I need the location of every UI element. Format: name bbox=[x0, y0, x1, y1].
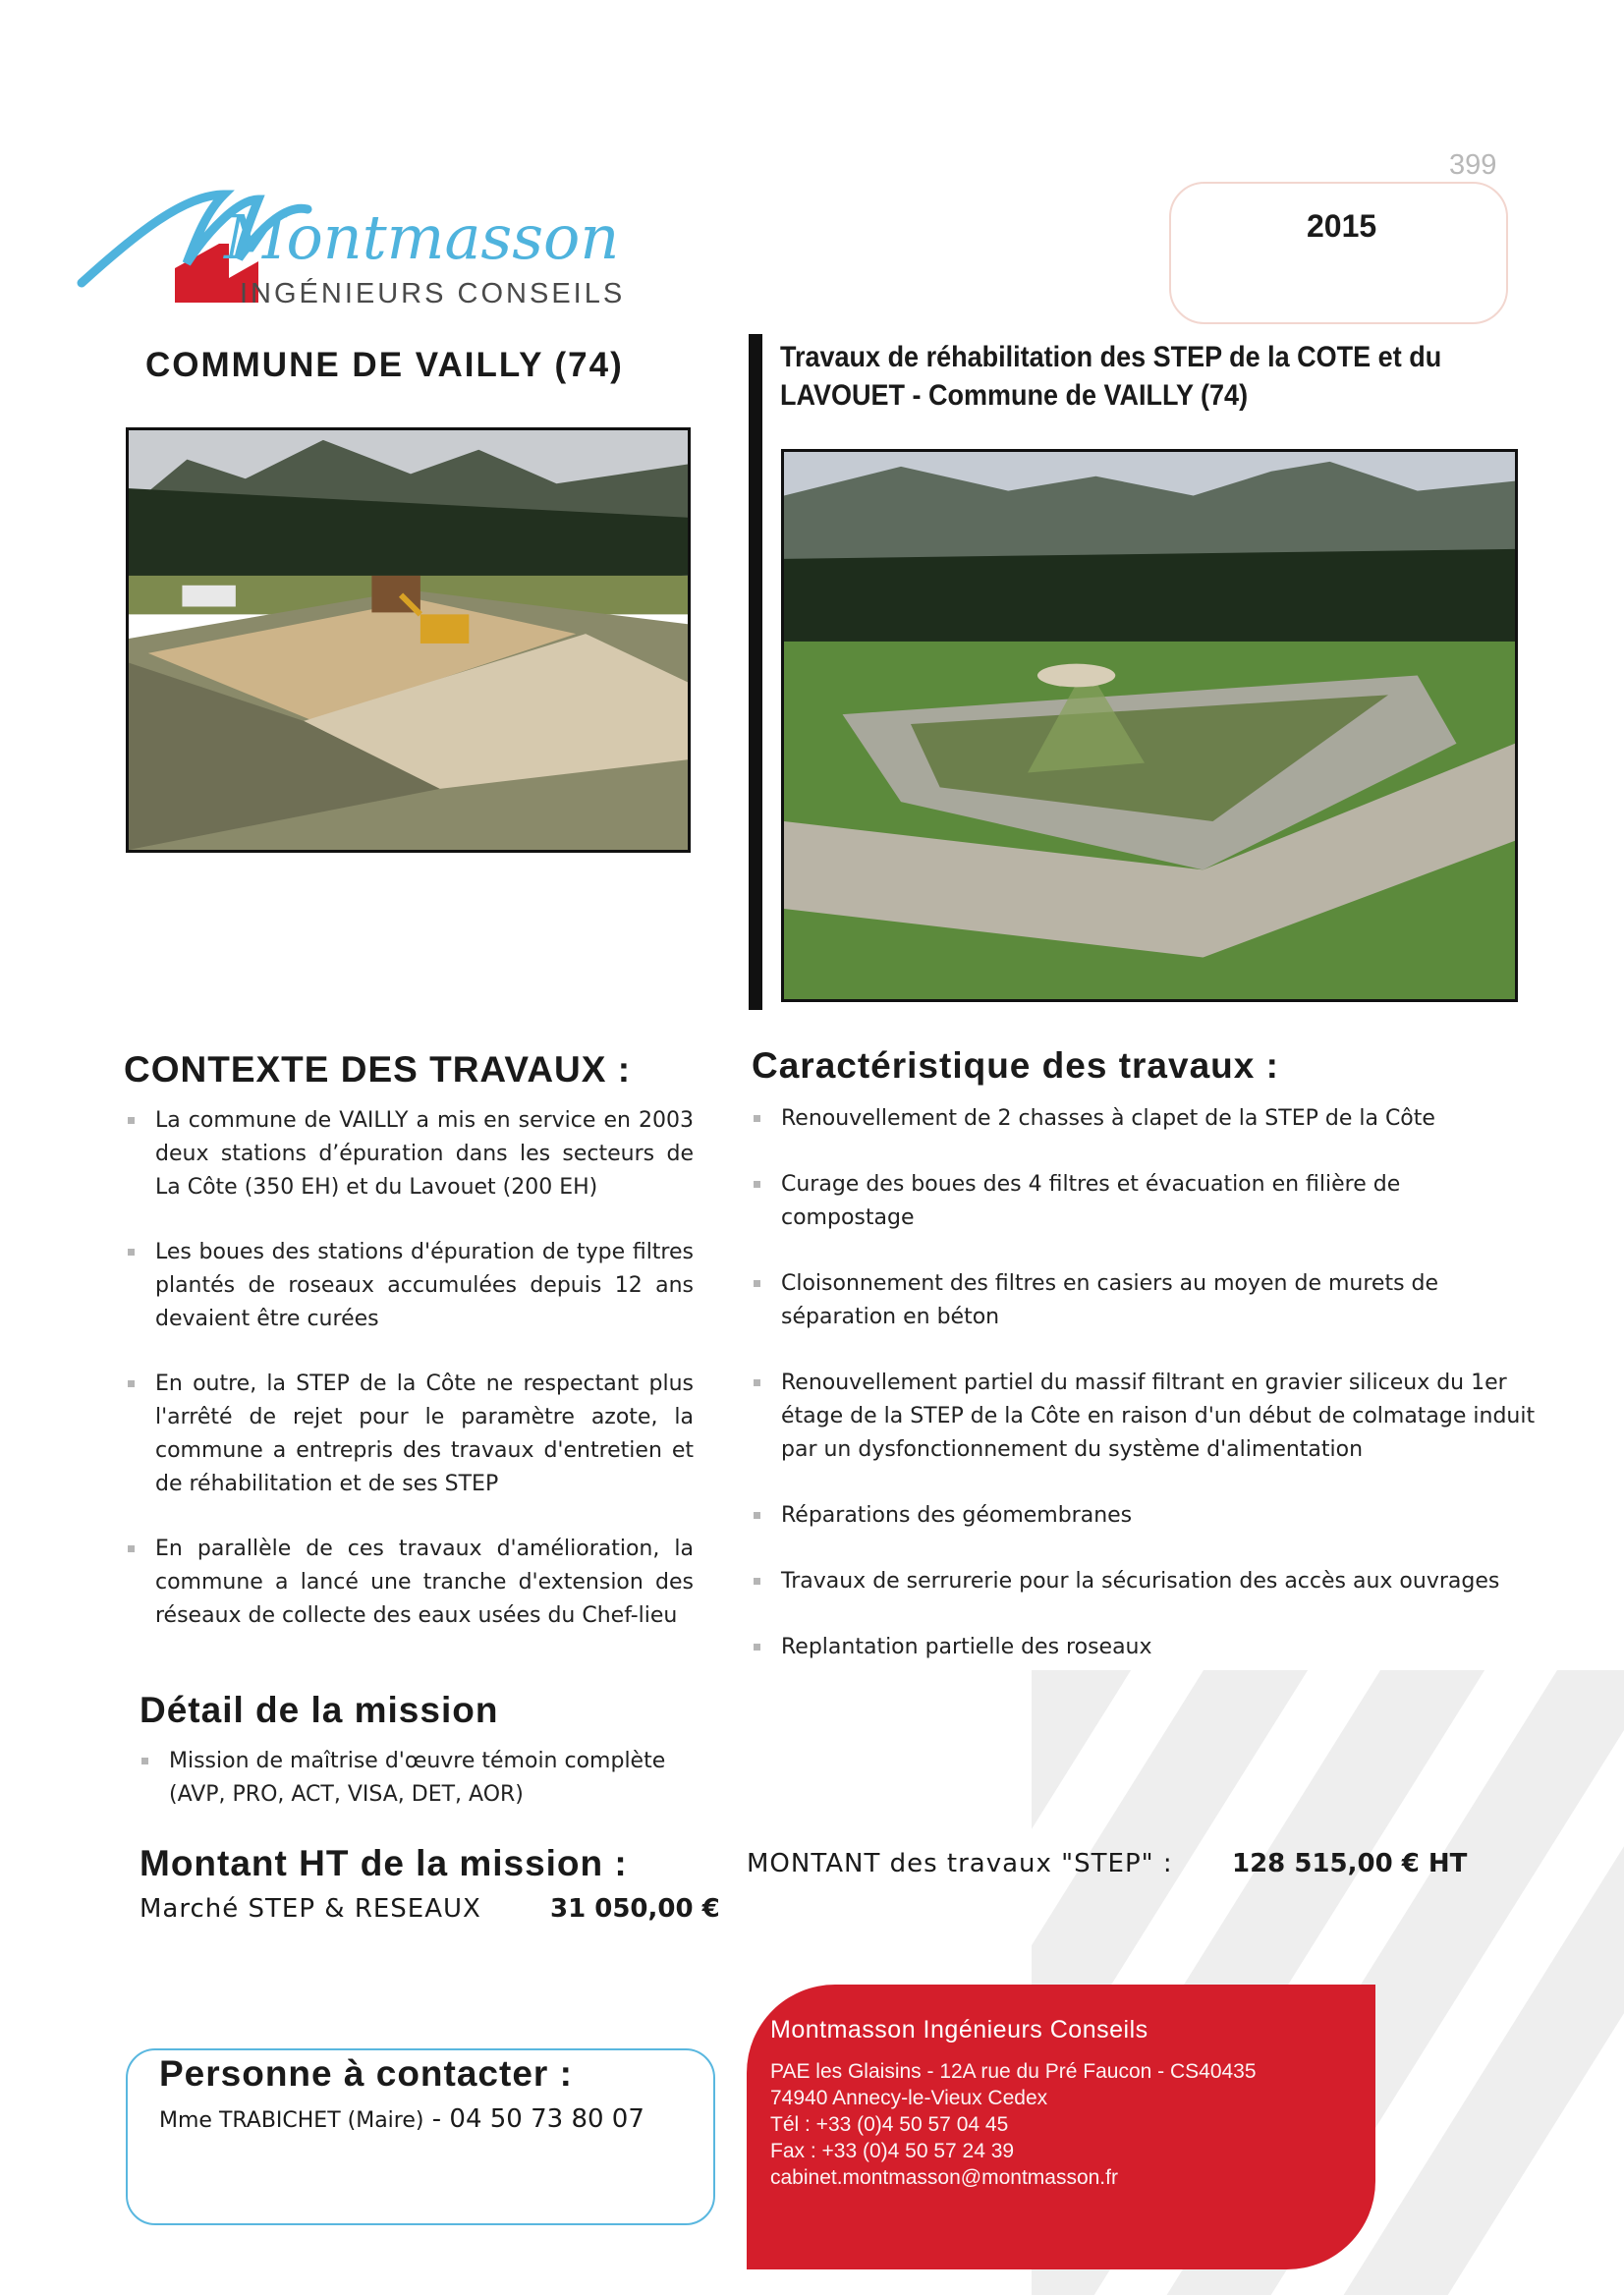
contact-phone[interactable]: - 04 50 73 80 07 bbox=[431, 2104, 644, 2134]
company-fax: Fax : +33 (0)4 50 57 24 39 bbox=[770, 2140, 1015, 2162]
list-item: Travaux de serrurerie pour la sécurisation des accès aux ouvrages bbox=[752, 1565, 1538, 1598]
company-name: Montmasson Ingénieurs Conseils bbox=[770, 2016, 1148, 2043]
marche-label: Marché STEP & RESEAUX bbox=[140, 1894, 481, 1924]
mission-list bbox=[140, 1745, 700, 1812]
contexte-list bbox=[126, 1104, 694, 1664]
marche-value: 31 050,00 € bbox=[550, 1894, 720, 1924]
page-number: 399 bbox=[1449, 149, 1497, 181]
list-item: Mission de maîtrise d'œuvre témoin complète (AVP, PRO, ACT, VISA, DET, AOR) bbox=[140, 1745, 700, 1812]
caracteristique-list bbox=[752, 1102, 1538, 1697]
construction-photo bbox=[126, 427, 691, 853]
vertical-bar bbox=[749, 334, 762, 1010]
contact-name: Mme TRABICHET (Maire) bbox=[159, 2108, 424, 2133]
list-item: Curage des boues des 4 filtres et évacuation en filière de compostage bbox=[752, 1168, 1538, 1235]
company-card bbox=[747, 1985, 1375, 2269]
list-item: Cloisonnement des filtres en casiers au moyen de murets de séparation en béton bbox=[752, 1267, 1538, 1334]
year-box bbox=[1169, 182, 1508, 324]
company-address-2: 74940 Annecy-le-Vieux Cedex bbox=[770, 2087, 1048, 2109]
montant-title: Montant HT de la mission : bbox=[140, 1843, 628, 1883]
project-title bbox=[780, 338, 1452, 415]
list-item: En outre, la STEP de la Côte ne respectant plus l'arrêté de rejet pour le paramètre azote, la commune a entrepris des travaux d'entretien et de réhabilitation et de ses STEP bbox=[126, 1368, 694, 1501]
mission-title: Détail de la mission bbox=[140, 1690, 499, 1730]
company-tel: Tél : +33 (0)4 50 57 04 45 bbox=[770, 2113, 1009, 2136]
contact-title: Personne à contacter : bbox=[159, 2053, 573, 2094]
contexte-title: CONTEXTE DES TRAVAUX : bbox=[124, 1049, 632, 1090]
list-item: La commune de VAILLY a mis en service en 2003 deux stations d’épuration dans les secteurs de La Côte (350 EH) et du Lavouet (200 EH) bbox=[126, 1104, 694, 1204]
list-item: Replantation partielle des roseaux bbox=[752, 1631, 1538, 1664]
project-title-line-2: LAVOUET - Commune de VAILLY (74) bbox=[780, 379, 1249, 412]
logo-brand: Montmasson bbox=[224, 201, 620, 273]
commune-title: COMMUNE DE VAILLY (74) bbox=[145, 346, 624, 384]
logo-subtitle: INGÉNIEURS CONSEILS bbox=[240, 278, 626, 309]
list-item: Les boues des stations d'épuration de type filtres plantés de roseaux accumulées depuis 12 ans devaient être curées bbox=[126, 1236, 694, 1336]
list-item: Renouvellement de 2 chasses à clapet de la STEP de la Côte bbox=[752, 1102, 1538, 1136]
year: 2015 bbox=[1307, 208, 1377, 244]
list-item: Renouvellement partiel du massif filtrant en gravier siliceux du 1er étage de la STEP de la Côte en raison d'un début de colmatage induit par un dysfonctionnement du système d'alimentation bbox=[752, 1367, 1538, 1467]
company-address-1: PAE les Glaisins - 12A rue du Pré Faucon - CS40435 bbox=[770, 2060, 1257, 2083]
list-item: En parallèle de ces travaux d'amélioration, la commune a lancé une tranche d'extension des réseaux de collecte des eaux usées du Chef-lieu bbox=[126, 1533, 694, 1633]
company-email[interactable]: cabinet.montmasson@montmasson.fr bbox=[770, 2166, 1118, 2189]
list-item: Réparations des géomembranes bbox=[752, 1499, 1538, 1533]
travaux-label: MONTANT des travaux "STEP" : bbox=[747, 1849, 1173, 1878]
project-title-line-1: Travaux de réhabilitation des STEP de la COTE et du bbox=[780, 341, 1442, 373]
travaux-value: 128 515,00 € HT bbox=[1232, 1849, 1468, 1878]
contact-line bbox=[159, 2104, 644, 2134]
station-photo bbox=[781, 449, 1518, 1002]
caracteristique-title: Caractéristique des travaux : bbox=[752, 1045, 1279, 1086]
